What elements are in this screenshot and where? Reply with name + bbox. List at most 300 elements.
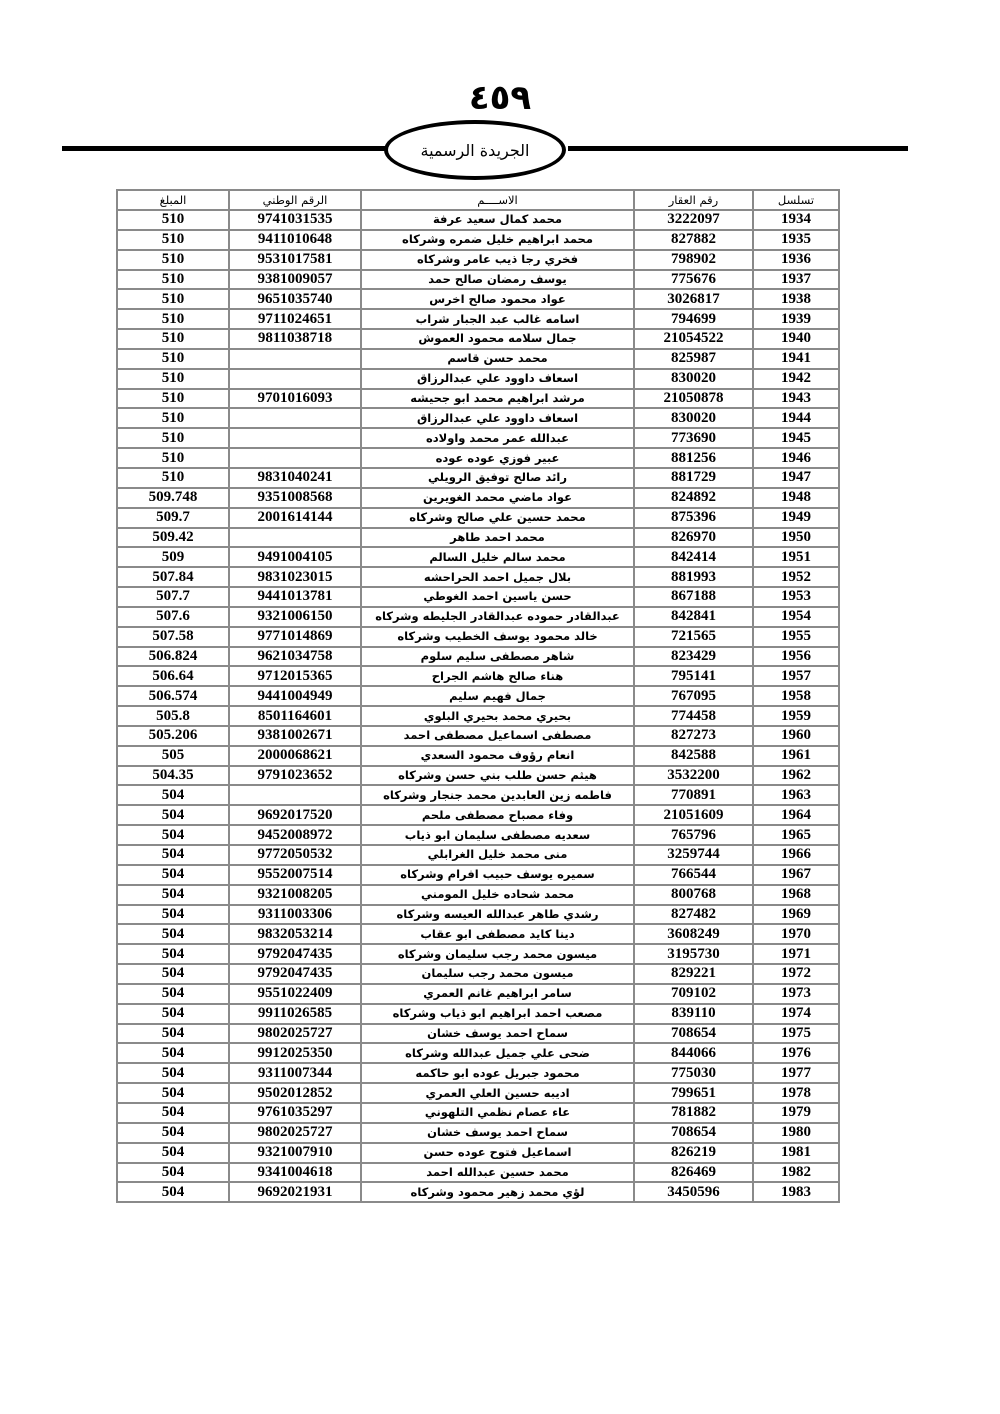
cell-name: اسامه غالب عبد الجبار شراب	[361, 309, 634, 329]
cell-serial: 1937	[753, 270, 839, 290]
cell-amount: 507.84	[117, 567, 229, 587]
cell-name: سماح احمد يوسف خشان	[361, 1024, 634, 1044]
table-row	[117, 528, 839, 548]
cell-property-number: 839110	[634, 1004, 753, 1024]
cell-property-number: 774458	[634, 706, 753, 726]
cell-property-number: 842841	[634, 607, 753, 627]
cell-national-id: 9321007910	[229, 1143, 361, 1163]
table-row	[117, 1123, 839, 1143]
cell-amount: 504	[117, 885, 229, 905]
table-row	[117, 1043, 839, 1063]
cell-serial: 1966	[753, 845, 839, 865]
cell-amount: 504	[117, 1083, 229, 1103]
cell-property-number: 708654	[634, 1123, 753, 1143]
table-row	[117, 686, 839, 706]
cell-national-id: 9811038718	[229, 329, 361, 349]
cell-property-number: 708654	[634, 1024, 753, 1044]
cell-amount: 510	[117, 289, 229, 309]
cell-amount: 505	[117, 746, 229, 766]
cell-national-id: 9452008972	[229, 825, 361, 845]
cell-national-id: 9692017520	[229, 805, 361, 825]
cell-property-number: 3259744	[634, 845, 753, 865]
cell-amount: 509.748	[117, 488, 229, 508]
cell-property-number: 800768	[634, 885, 753, 905]
cell-national-id	[229, 369, 361, 389]
cell-amount: 510	[117, 270, 229, 290]
table-row	[117, 666, 839, 686]
table-row	[117, 746, 839, 766]
cell-serial: 1958	[753, 686, 839, 706]
cell-national-id: 9802025727	[229, 1123, 361, 1143]
cell-property-number: 709102	[634, 984, 753, 1004]
cell-property-number: 826970	[634, 528, 753, 548]
cell-serial: 1978	[753, 1083, 839, 1103]
cell-serial: 1973	[753, 984, 839, 1004]
cell-property-number: 826469	[634, 1163, 753, 1183]
page-number: ٤٥٩	[468, 78, 532, 118]
cell-amount: 510	[117, 230, 229, 250]
cell-property-number: 827882	[634, 230, 753, 250]
cell-serial: 1967	[753, 865, 839, 885]
cell-property-number: 3026817	[634, 289, 753, 309]
cell-property-number: 3195730	[634, 944, 753, 964]
table-row	[117, 428, 839, 448]
cell-serial: 1960	[753, 726, 839, 746]
table-row	[117, 607, 839, 627]
cell-property-number: 830020	[634, 369, 753, 389]
table-row	[117, 210, 839, 230]
cell-national-id: 9341004618	[229, 1163, 361, 1183]
cell-name: منى محمد خليل الغرابلي	[361, 845, 634, 865]
cell-national-id: 9792047435	[229, 964, 361, 984]
cell-amount: 505.206	[117, 726, 229, 746]
cell-property-number: 3608249	[634, 924, 753, 944]
table-row	[117, 905, 839, 925]
cell-national-id: 2001614144	[229, 508, 361, 528]
cell-serial: 1962	[753, 766, 839, 786]
cell-name: عبدالله عمر محمد واولاده	[361, 428, 634, 448]
cell-property-number: 3222097	[634, 210, 753, 230]
cell-serial: 1983	[753, 1182, 839, 1202]
cell-national-id: 9741031535	[229, 210, 361, 230]
cell-name: مرشد ابراهيم محمد ابو جحيشه	[361, 389, 634, 409]
table-row	[117, 1063, 839, 1083]
cell-amount: 504	[117, 845, 229, 865]
cell-name: اديبه حسين العلي العمري	[361, 1083, 634, 1103]
cell-name: محمد حسين عبدالله احمد	[361, 1163, 634, 1183]
cell-amount: 507.58	[117, 627, 229, 647]
cell-name: رائد صالح توفيق الرويلي	[361, 468, 634, 488]
cell-serial: 1981	[753, 1143, 839, 1163]
table-row	[117, 567, 839, 587]
cell-serial: 1976	[753, 1043, 839, 1063]
cell-serial: 1950	[753, 528, 839, 548]
cell-name: اسعاف داوود علي عبدالرزاق	[361, 369, 634, 389]
cell-national-id: 9771014869	[229, 627, 361, 647]
cell-serial: 1975	[753, 1024, 839, 1044]
header-serial: تسلسل	[753, 190, 839, 210]
cell-amount: 504	[117, 1043, 229, 1063]
cell-name: محمد شحاده خليل المومني	[361, 885, 634, 905]
cell-national-id: 9381002671	[229, 726, 361, 746]
cell-serial: 1979	[753, 1103, 839, 1123]
table-row	[117, 647, 839, 667]
cell-serial: 1982	[753, 1163, 839, 1183]
cell-name: محمد حسن قاسم	[361, 349, 634, 369]
cell-property-number: 781882	[634, 1103, 753, 1123]
cell-property-number: 798902	[634, 250, 753, 270]
cell-national-id: 9552007514	[229, 865, 361, 885]
table-row	[117, 289, 839, 309]
cell-serial: 1952	[753, 567, 839, 587]
table-row	[117, 230, 839, 250]
cell-amount: 510	[117, 309, 229, 329]
cell-serial: 1940	[753, 329, 839, 349]
cell-name: محمد كمال سعيد عرفة	[361, 210, 634, 230]
table-row	[117, 1024, 839, 1044]
table-row	[117, 865, 839, 885]
cell-name: رشدي طاهر عبدالله العيسه وشركاه	[361, 905, 634, 925]
cell-name: دينا كايد مصطفى ابو عقاب	[361, 924, 634, 944]
table-row	[117, 1083, 839, 1103]
table-row	[117, 845, 839, 865]
cell-serial: 1972	[753, 964, 839, 984]
cell-serial: 1951	[753, 547, 839, 567]
cell-national-id: 9551022409	[229, 984, 361, 1004]
cell-national-id: 9692021931	[229, 1182, 361, 1202]
cell-amount: 507.7	[117, 587, 229, 607]
cell-property-number: 21054522	[634, 329, 753, 349]
cell-amount: 504	[117, 785, 229, 805]
cell-national-id: 9411010648	[229, 230, 361, 250]
cell-amount: 509	[117, 547, 229, 567]
cell-property-number: 842588	[634, 746, 753, 766]
cell-property-number: 844066	[634, 1043, 753, 1063]
cell-serial: 1948	[753, 488, 839, 508]
cell-serial: 1953	[753, 587, 839, 607]
cell-name: سماح احمد يوسف خشان	[361, 1123, 634, 1143]
cell-name: محمد حسين علي صالح وشركاه	[361, 508, 634, 528]
cell-property-number: 767095	[634, 686, 753, 706]
cell-national-id	[229, 408, 361, 428]
cell-national-id: 9621034758	[229, 647, 361, 667]
table-body	[117, 210, 839, 1202]
table-row	[117, 984, 839, 1004]
cell-amount: 510	[117, 210, 229, 230]
table-row	[117, 785, 839, 805]
cell-national-id: 9351008568	[229, 488, 361, 508]
cell-property-number: 842414	[634, 547, 753, 567]
table-row	[117, 587, 839, 607]
cell-serial: 1946	[753, 448, 839, 468]
cell-property-number: 881256	[634, 448, 753, 468]
cell-amount: 510	[117, 389, 229, 409]
cell-national-id: 9502012852	[229, 1083, 361, 1103]
cell-national-id: 9321008205	[229, 885, 361, 905]
cell-property-number: 3532200	[634, 766, 753, 786]
table-row	[117, 805, 839, 825]
table-row	[117, 964, 839, 984]
cell-national-id: 9772050532	[229, 845, 361, 865]
cell-property-number: 721565	[634, 627, 753, 647]
cell-serial: 1954	[753, 607, 839, 627]
cell-serial: 1961	[753, 746, 839, 766]
cell-name: اسماعيل فتوح عوده حسن	[361, 1143, 634, 1163]
cell-property-number: 795141	[634, 666, 753, 686]
cell-national-id: 8501164601	[229, 706, 361, 726]
cell-amount: 510	[117, 428, 229, 448]
records-table	[116, 189, 840, 1203]
cell-national-id: 9831040241	[229, 468, 361, 488]
cell-name: محمد احمد طاهر	[361, 528, 634, 548]
header-name: الاســــم	[361, 190, 634, 210]
cell-property-number: 775676	[634, 270, 753, 290]
cell-amount: 510	[117, 349, 229, 369]
cell-amount: 506.64	[117, 666, 229, 686]
cell-amount: 504	[117, 1143, 229, 1163]
cell-name: محمد ابراهيم خليل ضمره وشركاه	[361, 230, 634, 250]
cell-amount: 506.824	[117, 647, 229, 667]
cell-name: جمال سلامه محمود العموش	[361, 329, 634, 349]
cell-amount: 504	[117, 825, 229, 845]
cell-property-number: 830020	[634, 408, 753, 428]
header-national-id: الرقم الوطني	[229, 190, 361, 210]
cell-national-id	[229, 448, 361, 468]
cell-name: مصطفى اسماعيل مصطفى احمد	[361, 726, 634, 746]
table-row	[117, 1103, 839, 1123]
cell-name: عواد محمود صالح اخرس	[361, 289, 634, 309]
cell-name: عاء عصام نظمي التلهوني	[361, 1103, 634, 1123]
table-row	[117, 1163, 839, 1183]
table-row	[117, 706, 839, 726]
cell-national-id: 9701016093	[229, 389, 361, 409]
cell-national-id	[229, 528, 361, 548]
cell-property-number: 825987	[634, 349, 753, 369]
cell-name: محمود جبريل عوده ابو حاكمه	[361, 1063, 634, 1083]
cell-name: هناء صالح هاشم الجراح	[361, 666, 634, 686]
cell-property-number: 21051609	[634, 805, 753, 825]
table-row	[117, 885, 839, 905]
cell-amount: 504	[117, 944, 229, 964]
table-row	[117, 1182, 839, 1202]
table-row	[117, 329, 839, 349]
cell-national-id: 9321006150	[229, 607, 361, 627]
cell-amount: 504	[117, 1103, 229, 1123]
cell-name: عبير فوزي عوده عوده	[361, 448, 634, 468]
cell-amount: 504	[117, 905, 229, 925]
cell-serial: 1971	[753, 944, 839, 964]
cell-amount: 509.7	[117, 508, 229, 528]
cell-property-number: 765796	[634, 825, 753, 845]
cell-serial: 1957	[753, 666, 839, 686]
masthead-rule-right	[568, 146, 908, 151]
cell-serial: 1964	[753, 805, 839, 825]
cell-property-number: 3450596	[634, 1182, 753, 1202]
cell-property-number: 799651	[634, 1083, 753, 1103]
cell-name: لؤي محمد زهير محمود وشركاه	[361, 1182, 634, 1202]
cell-national-id: 9441004949	[229, 686, 361, 706]
cell-serial: 1945	[753, 428, 839, 448]
table-row	[117, 408, 839, 428]
cell-name: اسعاف داوود علي عبدالرزاق	[361, 408, 634, 428]
table-row	[117, 369, 839, 389]
cell-name: ميسون محمد رجب سليمان	[361, 964, 634, 984]
cell-amount: 504.35	[117, 766, 229, 786]
cell-national-id: 9832053214	[229, 924, 361, 944]
header-property-number: رقم العقار	[634, 190, 753, 210]
cell-name: حسن ياسين احمد الغوطي	[361, 587, 634, 607]
table-row	[117, 488, 839, 508]
cell-national-id: 9381009057	[229, 270, 361, 290]
table-row	[117, 825, 839, 845]
cell-amount: 504	[117, 1163, 229, 1183]
table-row	[117, 547, 839, 567]
cell-name: سميره يوسف حبيب افرام وشركاه	[361, 865, 634, 885]
cell-property-number: 823429	[634, 647, 753, 667]
cell-amount: 510	[117, 408, 229, 428]
cell-national-id: 9311003306	[229, 905, 361, 925]
cell-amount: 506.574	[117, 686, 229, 706]
cell-property-number: 773690	[634, 428, 753, 448]
cell-name: يوسف رمضان صالح حمد	[361, 270, 634, 290]
cell-national-id: 9711024651	[229, 309, 361, 329]
cell-name: محمد سالم خليل السالم	[361, 547, 634, 567]
cell-serial: 1943	[753, 389, 839, 409]
masthead-oval	[384, 120, 566, 180]
cell-amount: 507.6	[117, 607, 229, 627]
cell-amount: 504	[117, 984, 229, 1004]
cell-amount: 504	[117, 1123, 229, 1143]
cell-national-id: 9651035740	[229, 289, 361, 309]
cell-national-id: 9792047435	[229, 944, 361, 964]
cell-serial: 1980	[753, 1123, 839, 1143]
cell-amount: 504	[117, 964, 229, 984]
cell-amount: 510	[117, 448, 229, 468]
cell-national-id: 9911026585	[229, 1004, 361, 1024]
cell-name: عبدالقادر حموده عبدالقادر الجليطه وشركاه	[361, 607, 634, 627]
cell-property-number: 824892	[634, 488, 753, 508]
cell-serial: 1935	[753, 230, 839, 250]
table-row	[117, 448, 839, 468]
cell-property-number: 827482	[634, 905, 753, 925]
cell-serial: 1938	[753, 289, 839, 309]
table-row	[117, 627, 839, 647]
cell-national-id	[229, 349, 361, 369]
masthead-title: الجريدة الرسمية	[420, 140, 530, 160]
cell-name: عواد ماضي محمد الغويرين	[361, 488, 634, 508]
cell-name: فاطمه زين العابدين محمد جنجار وشركاه	[361, 785, 634, 805]
cell-amount: 504	[117, 924, 229, 944]
cell-national-id: 9791023652	[229, 766, 361, 786]
cell-amount: 504	[117, 805, 229, 825]
cell-property-number: 875396	[634, 508, 753, 528]
cell-serial: 1949	[753, 508, 839, 528]
cell-serial: 1944	[753, 408, 839, 428]
cell-name: خالد محمود يوسف الخطيب وشركاه	[361, 627, 634, 647]
table-row	[117, 1004, 839, 1024]
cell-property-number: 775030	[634, 1063, 753, 1083]
cell-serial: 1955	[753, 627, 839, 647]
cell-name: جمال فهيم سليم	[361, 686, 634, 706]
cell-serial: 1963	[753, 785, 839, 805]
cell-name: مصعب احمد ابراهيم ابو ذياب وشركاه	[361, 1004, 634, 1024]
cell-name: هيثم حسن طلب بني حسن وشركاه	[361, 766, 634, 786]
table-row	[117, 309, 839, 329]
cell-property-number: 827273	[634, 726, 753, 746]
cell-national-id: 9912025350	[229, 1043, 361, 1063]
cell-property-number: 770891	[634, 785, 753, 805]
cell-serial: 1974	[753, 1004, 839, 1024]
table-row	[117, 349, 839, 369]
cell-property-number: 766544	[634, 865, 753, 885]
table-row	[117, 1143, 839, 1163]
cell-amount: 505.8	[117, 706, 229, 726]
cell-serial: 1934	[753, 210, 839, 230]
cell-name: سامر ابراهيم غانم العمري	[361, 984, 634, 1004]
cell-amount: 504	[117, 1063, 229, 1083]
cell-national-id: 9831023015	[229, 567, 361, 587]
cell-national-id: 9761035297	[229, 1103, 361, 1123]
cell-amount: 504	[117, 1024, 229, 1044]
cell-property-number: 867188	[634, 587, 753, 607]
cell-serial: 1947	[753, 468, 839, 488]
table-row	[117, 924, 839, 944]
table-row	[117, 270, 839, 290]
masthead-rule-left	[62, 146, 388, 151]
cell-name: شاهر مصطفى سليم سلوم	[361, 647, 634, 667]
cell-property-number: 881729	[634, 468, 753, 488]
cell-amount: 510	[117, 250, 229, 270]
cell-serial: 1956	[753, 647, 839, 667]
header-amount: المبلغ	[117, 190, 229, 210]
cell-property-number: 21050878	[634, 389, 753, 409]
cell-serial: 1977	[753, 1063, 839, 1083]
table-row	[117, 726, 839, 746]
cell-amount: 510	[117, 329, 229, 349]
cell-serial: 1965	[753, 825, 839, 845]
cell-name: وفاء مصباح مصطفى ملحم	[361, 805, 634, 825]
table-row	[117, 944, 839, 964]
cell-national-id: 9802025727	[229, 1024, 361, 1044]
cell-serial: 1936	[753, 250, 839, 270]
table-row	[117, 250, 839, 270]
cell-national-id: 9311007344	[229, 1063, 361, 1083]
cell-amount: 509.42	[117, 528, 229, 548]
cell-amount: 510	[117, 468, 229, 488]
table-row	[117, 389, 839, 409]
cell-amount: 504	[117, 1004, 229, 1024]
cell-name: بلال جميل احمد الحراحشه	[361, 567, 634, 587]
table-row	[117, 766, 839, 786]
cell-property-number: 826219	[634, 1143, 753, 1163]
cell-serial: 1969	[753, 905, 839, 925]
cell-property-number: 794699	[634, 309, 753, 329]
cell-national-id: 9441013781	[229, 587, 361, 607]
cell-name: بحيري محمد بحيري البلوي	[361, 706, 634, 726]
cell-serial: 1959	[753, 706, 839, 726]
cell-name: فخري رجا ذيب عامر وشركاه	[361, 250, 634, 270]
cell-national-id	[229, 785, 361, 805]
cell-national-id	[229, 428, 361, 448]
cell-property-number: 881993	[634, 567, 753, 587]
table-header-row	[117, 190, 839, 210]
cell-amount: 504	[117, 1182, 229, 1202]
cell-serial: 1970	[753, 924, 839, 944]
cell-national-id: 9531017581	[229, 250, 361, 270]
cell-name: ضحى علي جميل عبدالله وشركاه	[361, 1043, 634, 1063]
table-row	[117, 468, 839, 488]
cell-national-id: 9491004105	[229, 547, 361, 567]
